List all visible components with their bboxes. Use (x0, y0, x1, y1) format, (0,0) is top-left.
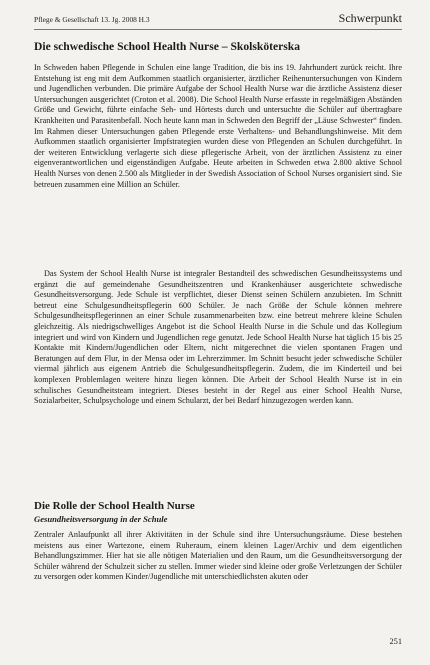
paragraph-text: Das System der School Health Nurse ist integraler Bestandteil des schwedischen Gesundheitssystems und ergänzt die auf gemeindenahe Gesundheitszentren und Krankenhäuser ausgerichtete schwedische Gesundheitsversorgung. Jede Schule ist verpflichtet, dieser Dienst seinen Schülern anzubieten. Im Schnitt betreut eine Schulgesundheitspflegerin 600 Schüler. Je nach Größe der Schule können mehrere Schulgesundheitspflegerinnen an einer Schule zusammenarbeiten bzw. eine betreut mehrere kleine Schulen gleichzeitig. Als niedrigschwelliges Angebot ist die School Health Nurse in die Schule und das Kollegium integriert und wird von Kindern und Jugendlichen rege genutzt. Jede School Health Nurse hat täglich 15 bis 25 Kontakte mit Kindern/Jugendlichen oder Eltern, nicht mitgerechnet die vielen spontanen Fragen und Beratungen auf dem Flur, in der Mensa oder im Lehrerzimmer. Im Schnitt besucht jeder schwedische Schüler viermal jährlich aus eigenem Antrieb die Schulgesundheitspflegerin. Zudem, die im Kinderteil und bei komplexen Problemlagen weitere hinzu liegen können. Die Arbeit der School Health Nurse ist in ein schulisches Gesundheitsteam integriert. Dieses besteht in der Regel aus einer School Health Nurse, Sozialarbeiter, Schulpsychologe und einem Schularzt, der bei Bedarf hinzugezogen werden kann. (34, 269, 402, 406)
article-title: Die schwedische School Health Nurse – Skolsköterska (34, 40, 301, 53)
section-label: Schwerpunkt (338, 11, 402, 25)
subsection-heading: Gesundheitsversorgung in der Schule (34, 514, 168, 524)
document-page (34, 0, 402, 665)
page-number: 251 (389, 637, 402, 646)
body-paragraph-2 (34, 269, 402, 407)
body-paragraph-1 (34, 63, 402, 190)
running-header (34, 13, 402, 30)
paragraph-text: Zentraler Anlaufpunkt all ihrer Aktivitäten in der Schule sind ihre Untersuchungsräume. Diese bestehen meistens aus einer Wartezone, einem Ruheraum, einem kleinen Lager/Archiv und dem eigentlichen Behandlungszimmer. Hier hat sie alle nötigen Materialien und den Raum, um die Gesundheitsversorgung der Schüler während der Schulzeit sicher zu stellen. Immer wieder sind kleine oder große Verletzungen der Schüler zu versorgen oder kommen Kinder/Jugendliche mit unterschiedlichsten akuten oder (34, 530, 402, 582)
section-heading: Die Rolle der School Health Nurse (34, 500, 195, 512)
journal-citation: Pflege & Gesellschaft 13. Jg. 2008 H.3 (34, 15, 150, 24)
paragraph-text: In Schweden haben Pflegende in Schulen eine lange Tradition, die bis ins 19. Jahrhundert zurück reicht. Ihre Entstehung ist eng mit dem Aufkommen staatlich organisierter, ärztlicher Reihenuntersuchungen von Kindern und Jugendlichen verbunden. Die primäre Aufgabe der School Health Nurse war die ärztliche Assistenz dieser Untersuchungen ausgerichtet (Croton et al. 2008). Die School Health Nurse erfasste in regelmäßigen Abständen Größe und Gewicht, führte einfache Seh- und Hörtests durch und untersuchte die Schüler auf übertragbare Krankheiten und Parasitenbefall. Noch heute kann man in Schweden den Begriff der „Läuse Schwester“ finden. Im Rahmen dieser Untersuchungen gaben Pflegende erste Verhaltens- und Behandlungshinweise. Mit dem Aufkommen staatlich organisierter Impfstrategien wurden diese von Pflegenden an Schulen durchgeführt. In der weiteren Entwicklung verlagerte sich diese pflegerische Arbeit, von der ärztlichen Assistenz zu einer eigenverantwortlichen und eigenständigen Aufgabe. Heute arbeiten in Schweden etwa 2.800 aktive School Health Nurses von denen 2.500 als Mitglieder in der Swedish Association of School Nurses organisiert sind. Sie betreuen zusammen eine Million an Schüler. (34, 63, 402, 189)
body-paragraph-3 (34, 530, 402, 583)
